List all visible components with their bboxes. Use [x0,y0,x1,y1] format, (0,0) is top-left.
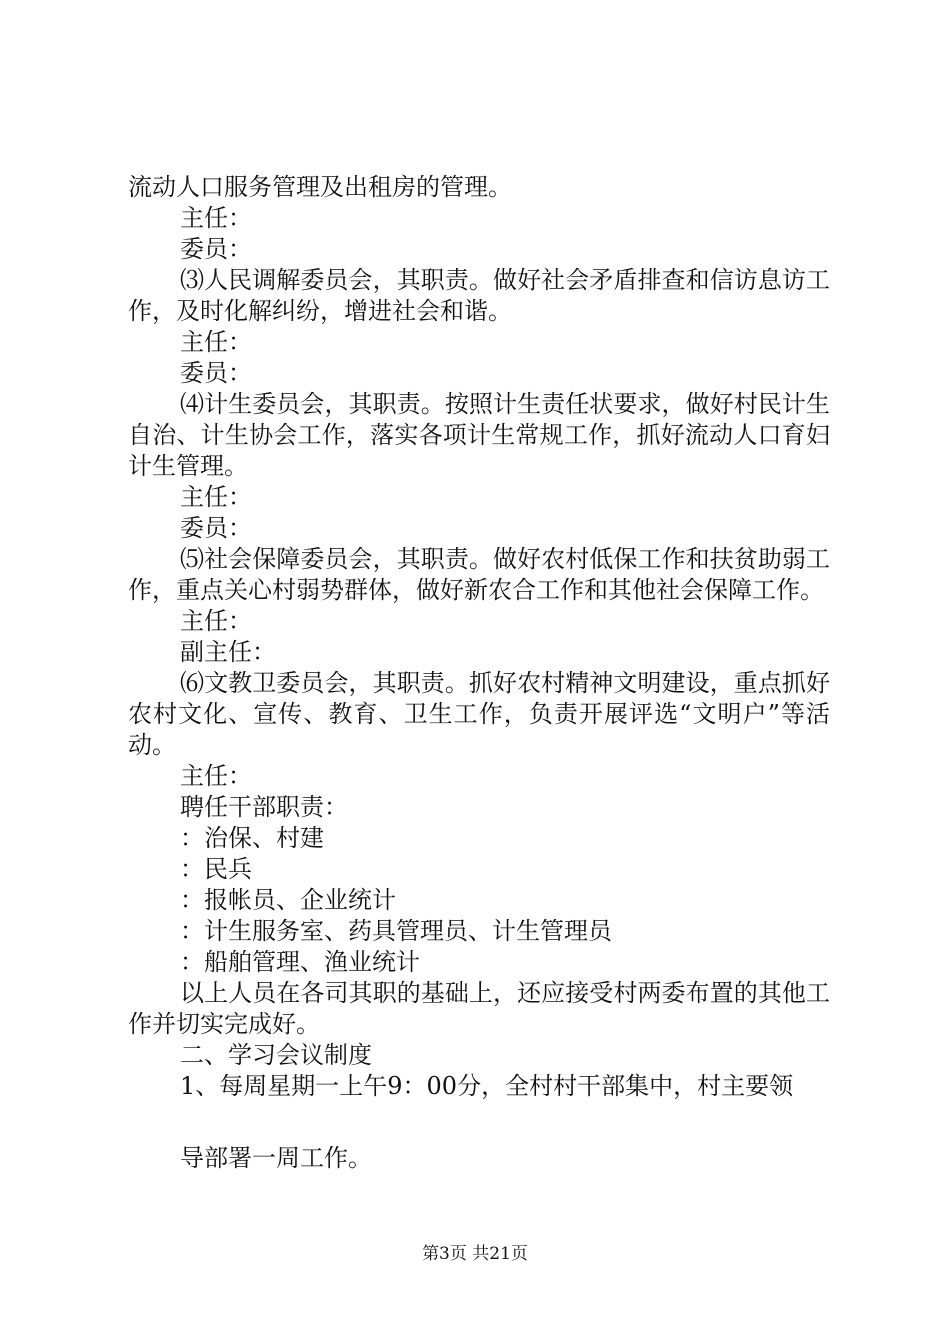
paragraph: 主任： [180,328,252,356]
paragraph: 主任： [180,762,252,790]
paragraph: 委员： [180,359,252,387]
paragraph-gap [128,1102,830,1143]
paragraph: ：治保、村建 [180,824,324,852]
paragraph: 副主任： [180,638,276,666]
paragraph: ⑸社会保障委员会，其职责。做好农村低保工作和扶贫助弱工作，重点关心村弱势群体，做好新农合工作和其他社会保障工作。 [128,545,830,604]
paragraph: ：民兵 [180,855,252,883]
paragraph: 1、每周星期一上午9：00分，全村村干部集中，村主要领 [180,1072,794,1100]
paragraph: 主任： [180,607,252,635]
paragraph: 二、学习会议制度 [180,1041,372,1069]
page-footer: 第3页 共21页 [422,1244,528,1264]
paragraph: 聘任干部职责： [180,793,348,821]
paragraph: ⑹文教卫委员会，其职责。抓好农村精神文明建设，重点抓好农村文化、宣传、教育、卫生工作，负责开展评选“文明户”等活动。 [128,669,830,759]
paragraph: ⑷计生委员会，其职责。按照计生责任状要求，做好村民计生自治、计生协会工作，落实各项计生常规工作，抓好流动人口育妇计生管理。 [128,390,830,480]
paragraph: ：计生服务室、药具管理员、计生管理员 [180,917,612,945]
document-body [128,172,830,1174]
paragraph: 委员： [180,235,252,263]
paragraph: 以上人员在各司其职的基础上，还应接受村两委布置的其他工作并切实完成好。 [128,979,830,1038]
paragraph: ：报帐员、企业统计 [180,886,396,914]
paragraph: 流动人口服务管理及出租房的管理。 [128,173,512,201]
paragraph: 主任： [180,483,252,511]
paragraph: ：船舶管理、渔业统计 [180,948,420,976]
continuation-paragraph: 导部署一周工作。 [180,1144,372,1172]
paragraph: ⑶人民调解委员会，其职责。做好社会矛盾排查和信访息访工作，及时化解纠纷，增进社会和谐。 [128,266,830,325]
paragraph: 委员： [180,514,252,542]
paragraph: 主任： [180,204,252,232]
